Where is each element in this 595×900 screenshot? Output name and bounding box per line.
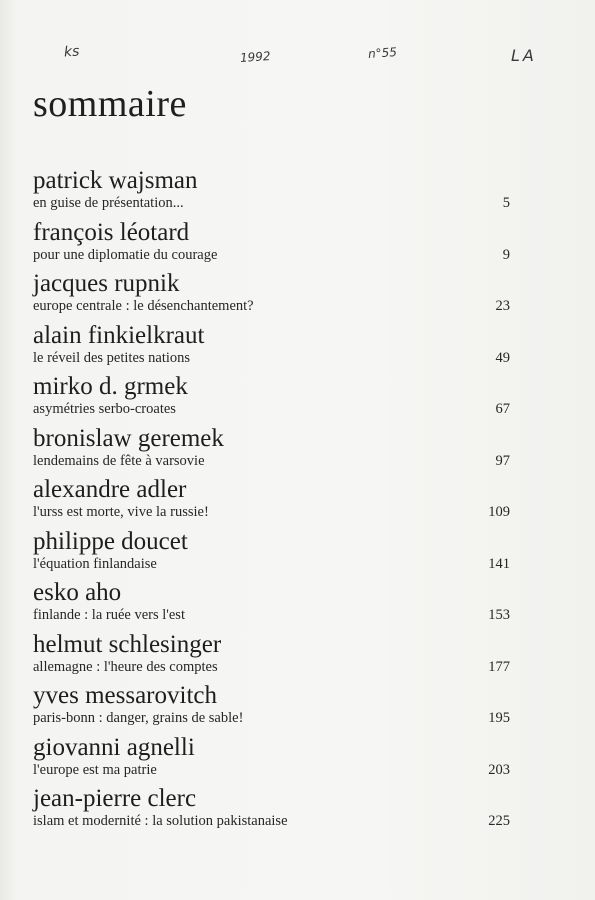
handwritten-annotations: [0, 0, 595, 80]
toc-entry: [33, 735, 510, 787]
toc-entry: [33, 786, 510, 838]
entry-detail-line: [33, 194, 510, 212]
author-name: yves messarovitch: [33, 682, 217, 709]
article-title: allemagne : l'heure des comptes: [33, 658, 218, 675]
page-number: 141: [488, 555, 510, 572]
page-title: sommaire: [33, 83, 187, 125]
toc-entry: [33, 632, 510, 684]
handwritten-issue-number: n°55: [367, 45, 398, 61]
author-name: patrick wajsman: [33, 167, 198, 194]
author-name: françois léotard: [33, 218, 190, 246]
entry-detail-line: [33, 503, 510, 521]
article-title: lendemains de fête à varsovie: [33, 452, 205, 469]
entry-detail-line: [33, 400, 510, 418]
entry-detail-line: [33, 246, 510, 264]
page-number: 153: [488, 607, 510, 623]
article-title: l'urss est morte, vive la russie!: [33, 504, 209, 520]
article-title: asymétries serbo-croates: [33, 401, 176, 417]
author-name: alexandre adler: [33, 476, 187, 503]
entry-detail-line: [33, 349, 510, 367]
author-name: alain finkielkraut: [33, 321, 205, 349]
page-number: 49: [495, 349, 510, 366]
page-number: 109: [488, 504, 510, 520]
handwritten-year: 1992: [239, 48, 271, 66]
page-number: 67: [495, 401, 510, 417]
toc-entry: [33, 477, 510, 529]
article-title: le réveil des petites nations: [33, 349, 191, 366]
author-name: jacques rupnik: [33, 270, 180, 297]
article-title: l'équation finlandaise: [33, 555, 157, 572]
handwritten-note: ks: [63, 43, 80, 61]
toc-entry: [33, 426, 510, 478]
author-name: jean-pierre clerc: [33, 785, 197, 812]
entry-detail-line: [33, 555, 510, 573]
entry-detail-line: [33, 761, 510, 779]
page-number: 203: [488, 761, 510, 778]
author-name: mirko d. grmek: [33, 373, 188, 400]
article-title: finlande : la ruée vers l'est: [33, 607, 185, 623]
author-name: philippe doucet: [33, 527, 188, 555]
toc-entry: [33, 323, 510, 375]
entry-detail-line: [33, 297, 510, 315]
toc-entry: [33, 529, 510, 581]
toc-entry: [33, 374, 510, 426]
entry-detail-line: [33, 812, 510, 830]
entry-detail-line: [33, 452, 510, 470]
page-number: 9: [502, 246, 510, 263]
page-number: 225: [488, 813, 510, 829]
toc-entry: [33, 580, 510, 632]
article-title: en guise de présentation...: [33, 195, 184, 211]
page-number: 177: [488, 658, 510, 675]
author-name: bronislaw geremek: [33, 424, 224, 452]
article-title: l'europe est ma patrie: [33, 761, 157, 778]
entry-detail-line: [33, 606, 510, 624]
page-number: 195: [488, 710, 510, 726]
entry-detail-line: [33, 709, 510, 727]
handwritten-initials: LA: [511, 46, 537, 65]
page-number: 5: [502, 195, 510, 211]
article-title: pour une diplomatie du courage: [33, 246, 218, 263]
toc-entry: [33, 220, 510, 272]
article-title: islam et modernité : la solution pakistanaise: [33, 813, 288, 829]
table-of-contents: [33, 168, 510, 838]
toc-entry: [33, 271, 510, 323]
entry-detail-line: [33, 658, 510, 676]
article-title: paris-bonn : danger, grains de sable!: [33, 710, 244, 726]
toc-entry: [33, 168, 510, 220]
author-name: giovanni agnelli: [33, 733, 195, 761]
article-title: europe centrale : le désenchantement?: [33, 298, 254, 314]
page-number: 23: [495, 298, 510, 314]
page-number: 97: [495, 452, 510, 469]
author-name: helmut schlesinger: [33, 630, 222, 658]
toc-entry: [33, 683, 510, 735]
author-name: esko aho: [33, 579, 122, 606]
